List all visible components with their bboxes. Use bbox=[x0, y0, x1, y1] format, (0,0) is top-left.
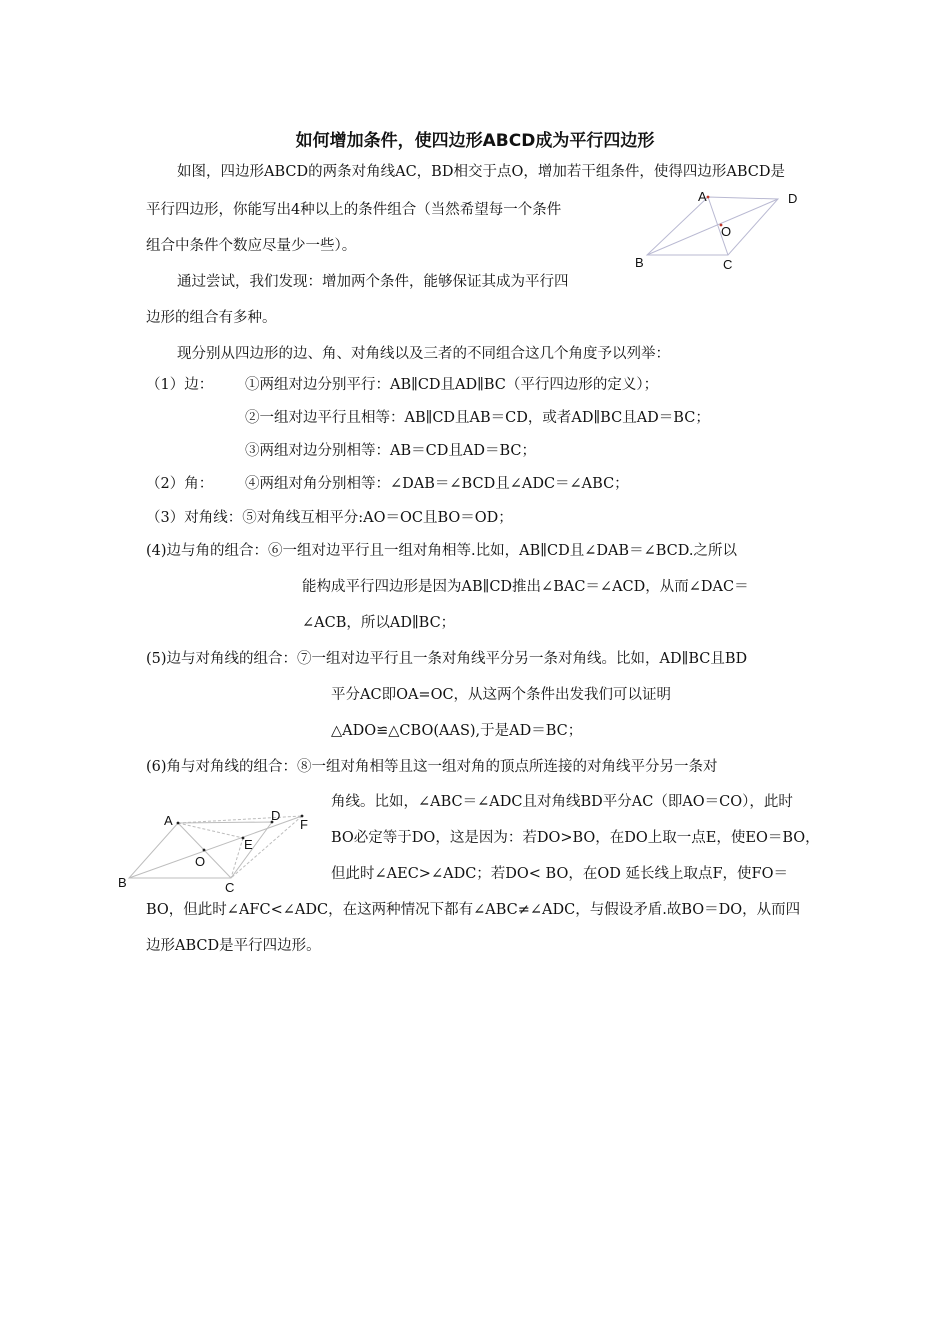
label-o: O bbox=[721, 224, 732, 239]
condition-2: ②一组对边平行且相等：AB∥CD且AB＝CD，或者AD∥BC且AD＝BC； bbox=[245, 410, 710, 426]
section-6-line-2: 角线。比如，∠ABC＝∠ADC且对角线BD平分AC（即AO＝CO），此时 bbox=[331, 794, 793, 810]
label-o: O bbox=[195, 854, 206, 869]
section-5-line-1: (5)边与对角线的组合：⑦一组对边平行且一条对角线平分另一条对角线。比如，AD∥BC且BD bbox=[146, 651, 748, 667]
label-b: B bbox=[635, 255, 644, 270]
label-d: D bbox=[788, 191, 798, 206]
section-6-line-1: (6)角与对角线的组合：⑧一组对角相等且这一组对角的顶点所连接的对角线平分另一条对 bbox=[146, 759, 718, 775]
label-a: A bbox=[164, 813, 173, 828]
section-5-line-3: △ADO≌△CBO(AAS),于是AD＝BC； bbox=[331, 723, 583, 739]
label-d: D bbox=[271, 808, 281, 823]
intro-line-2: 平行四边形，你能写出4种以上的条件组合（当然希望每一个条件 bbox=[146, 202, 562, 218]
label-f: F bbox=[300, 817, 308, 832]
section-6-line-4: 但此时∠AEC>∠ADC；若DO< BO，在OD 延长线上取点F，使FO＝ bbox=[331, 866, 789, 882]
section-6-line-6: 边形ABCD是平行四边形。 bbox=[146, 938, 321, 954]
condition-4: ④两组对角分别相等：∠DAB＝∠BCD且∠ADC＝∠ABC； bbox=[245, 476, 629, 492]
page-title: 如何增加条件，使四边形ABCD成为平行四边形 bbox=[295, 131, 655, 151]
parallelogram-figure-1 bbox=[630, 185, 810, 275]
label-c: C bbox=[723, 257, 733, 272]
section-4-line-1: (4)边与角的组合：⑥一组对边平行且一组对角相等.比如，AB∥CD且∠DAB＝∠BCD.之所以 bbox=[146, 543, 737, 559]
condition-1: ①两组对边分别平行：AB∥CD且AD∥BC（平行四边形的定义）； bbox=[245, 377, 659, 393]
label-a: A bbox=[698, 189, 707, 204]
condition-3: ③两组对边分别相等：AB＝CD且AD＝BC； bbox=[245, 443, 536, 459]
label-e: E bbox=[244, 837, 253, 852]
label-c: C bbox=[225, 880, 235, 895]
intro-line-4: 通过尝试，我们发现：增加两个条件，能够保证其成为平行四 bbox=[177, 274, 569, 290]
section-4-line-3: ∠ACB，所以AD∥BC； bbox=[302, 615, 456, 631]
intro-line-3: 组合中条件个数应尽量少一些）。 bbox=[146, 238, 357, 254]
intro-line-5: 边形的组合有多种。 bbox=[146, 310, 277, 326]
label-b: B bbox=[118, 875, 127, 890]
section-2-label: （2）角： bbox=[146, 476, 214, 492]
section-6-line-5: BO，但此时∠AFC<∠ADC，在这两种情况下都有∠ABC≠∠ADC，与假设矛盾.故BO＝DO，从而四 bbox=[146, 902, 801, 918]
intro-line-6: 现分别从四边形的边、角、对角线以及三者的不同组合这几个角度予以列举： bbox=[177, 346, 670, 362]
quadrilateral-figure-2 bbox=[112, 800, 322, 900]
section-3: （3）对角线：⑤对角线互相平分:AO＝OC且BO＝OD； bbox=[146, 510, 513, 526]
intro-line-1: 如图，四边形ABCD的两条对角线AC，BD相交于点O，增加若干组条件，使得四边形ABCD是 bbox=[177, 164, 785, 180]
section-6-line-3: BO必定等于DO，这是因为：若DO>BO，在DO上取一点E，使EO＝BO， bbox=[331, 830, 820, 846]
section-4-line-2: 能构成平行四边形是因为AB∥CD推出∠BAC＝∠ACD，从而∠DAC＝ bbox=[302, 579, 749, 595]
section-5-line-2: 平分AC即OA=OC，从这两个条件出发我们可以证明 bbox=[331, 687, 672, 703]
section-1-label: （1）边： bbox=[146, 377, 214, 393]
